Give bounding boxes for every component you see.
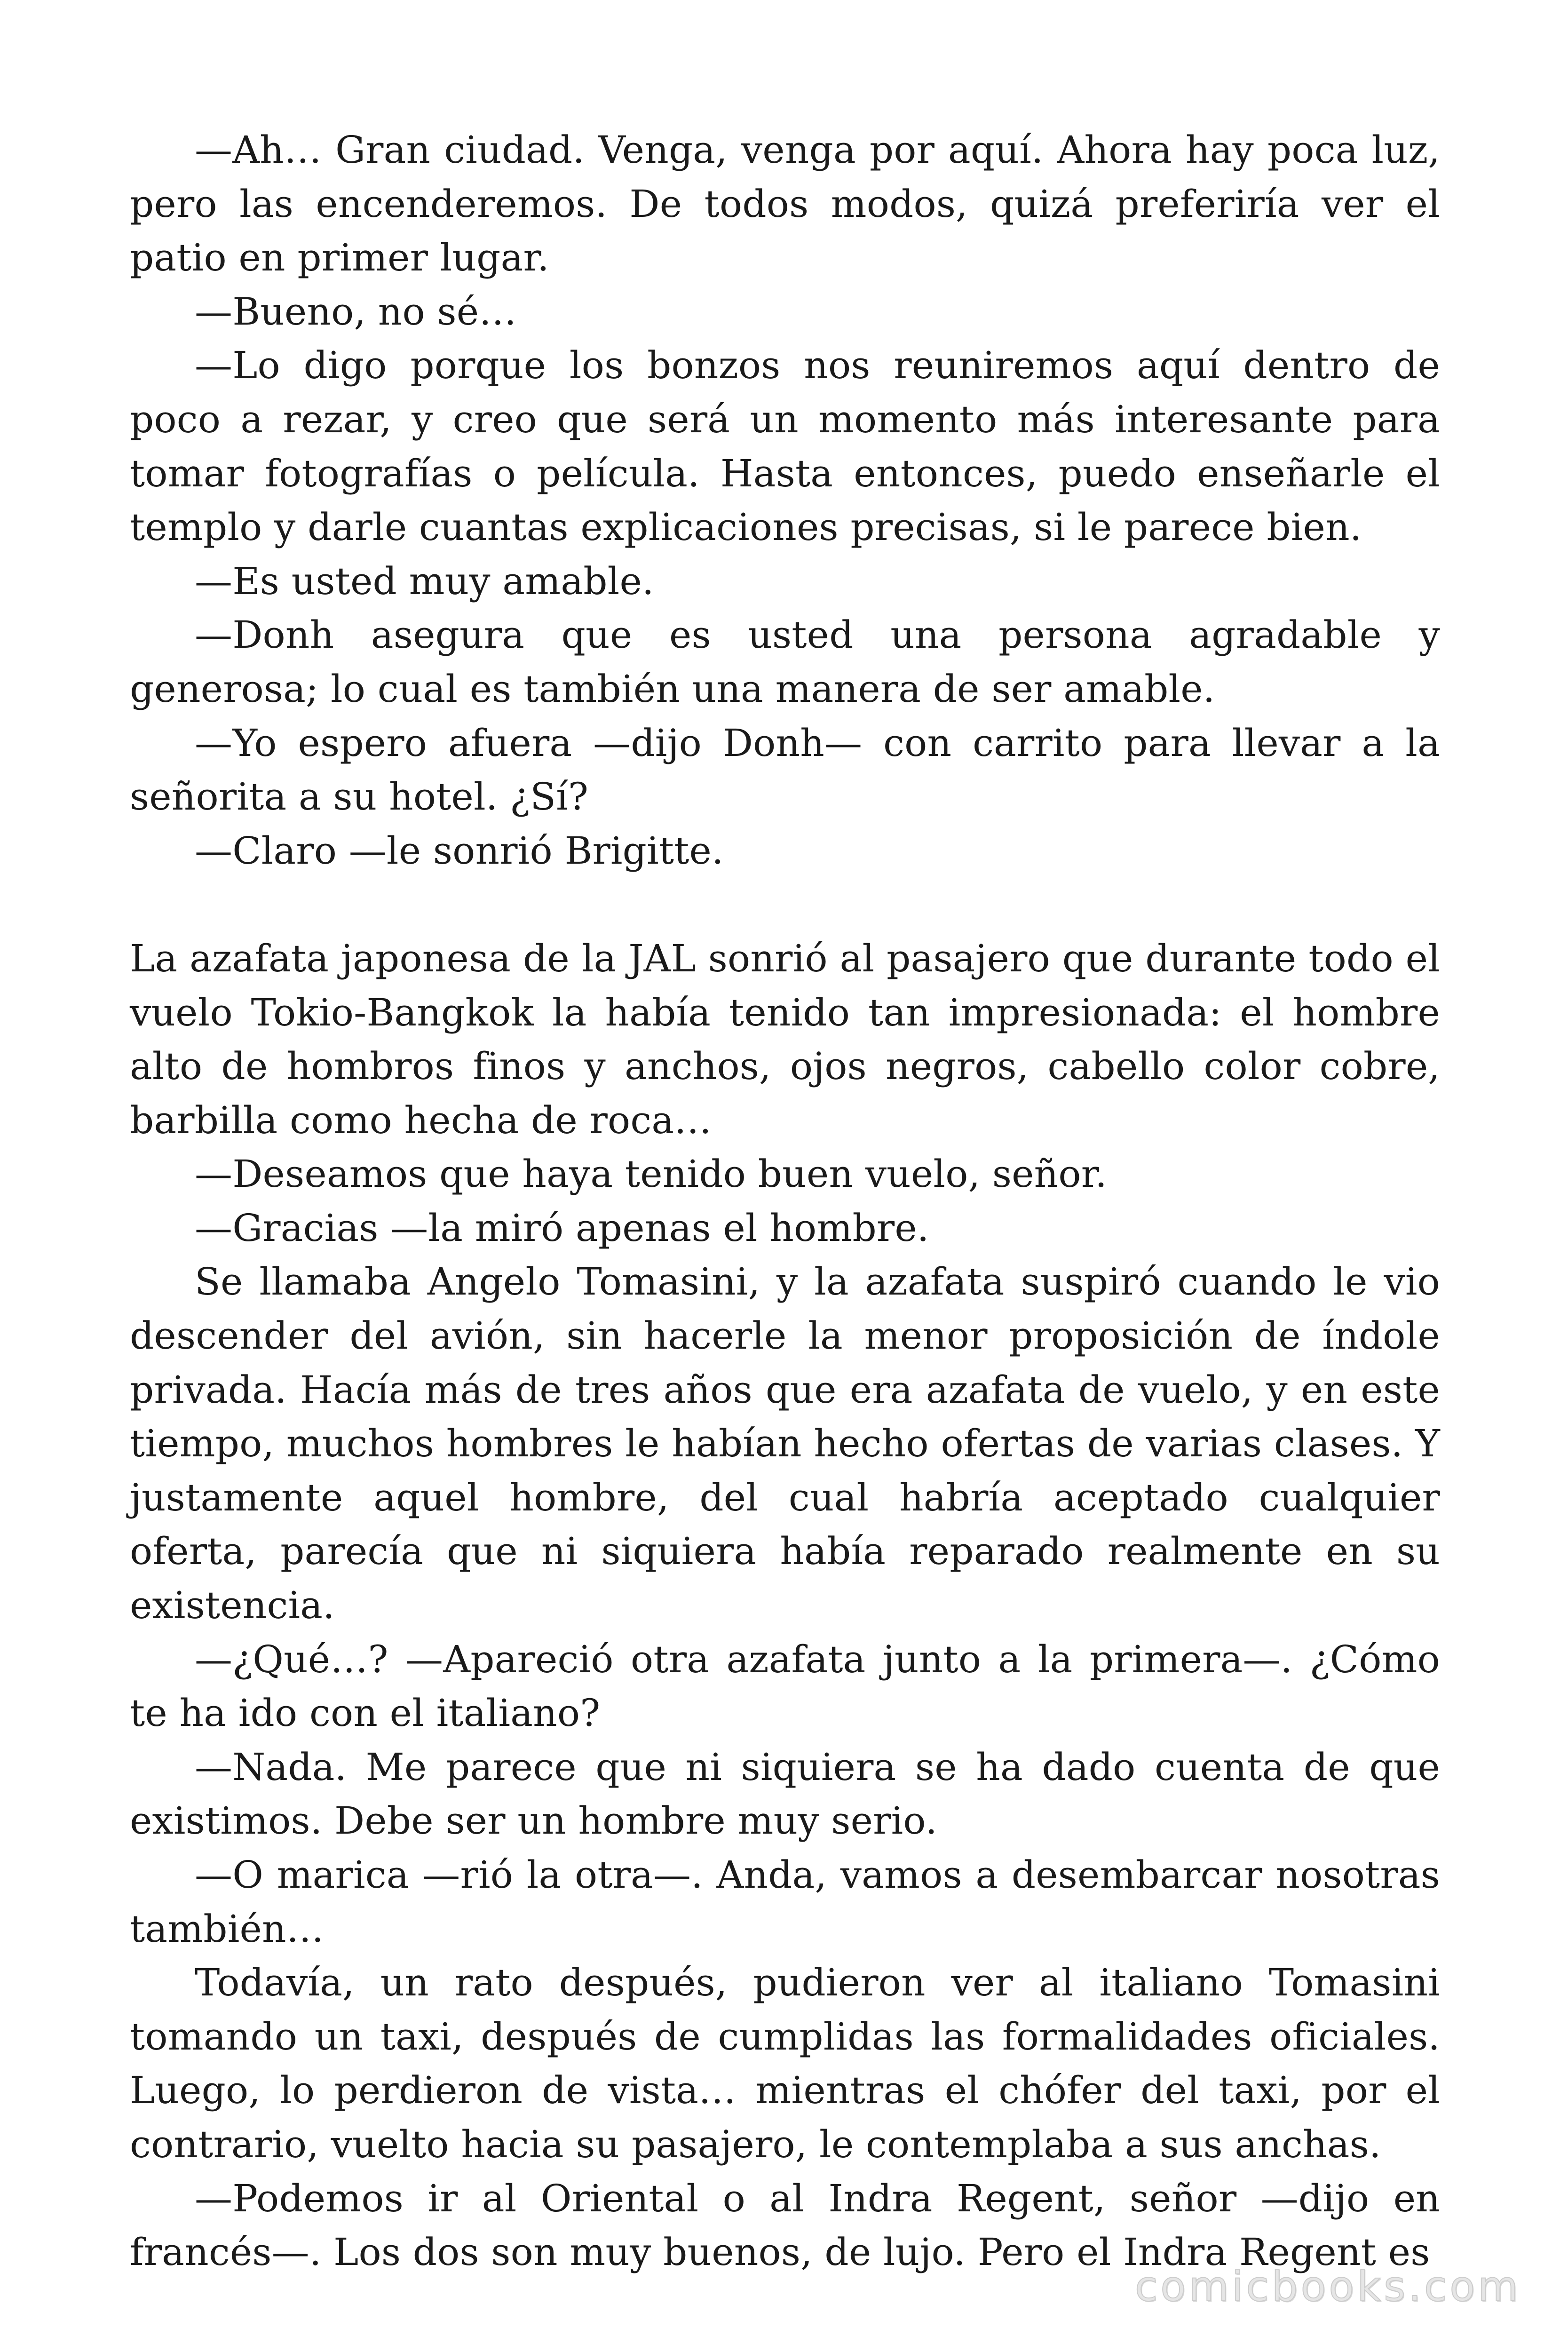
paragraph: —O marica —rió la otra—. Anda, vamos a desembarcar nosotras también…: [130, 1853, 1440, 1951]
paragraph: —Es usted muy amable.: [195, 559, 654, 603]
paragraph: —Nada. Me parece que ni siquiera se ha dado cuenta de que existimos. Debe ser un hombre muy serio.: [130, 1745, 1440, 1843]
paragraph: —Yo espero afuera —dijo Donh— con carrito para llevar a la señorita a su hotel. ¿Sí?: [130, 721, 1440, 819]
paragraph: La azafata japonesa de la JAL sonrió al pasajero que durante todo el vuelo Tokio-Bangkok la había tenido tan impresionada: el hombre alto de hombros finos y anchos, ojos negros, cabello color cobre, barbilla como hecha de roca…: [130, 936, 1440, 1142]
page-text: [130, 123, 1440, 2280]
paragraph: —Ah… Gran ciudad. Venga, venga por aquí. Ahora hay poca luz, pero las encenderemos. De todos modos, quizá preferiría ver el patio en primer lugar.: [130, 128, 1440, 280]
paragraph: Se llamaba Angelo Tomasini, y la azafata suspiró cuando le vio descender del avión, sin hacerle la menor proposición de índole privada. Hacía más de tres años que era azafata de vuelo, y en este tiempo, muchos hombres le habían hecho ofertas de varias clases. Y justamente aquel hombre, del cual habría aceptado cualquier oferta, parecía que ni siquiera había reparado realmente en su existencia.: [130, 1260, 1440, 1628]
paragraph: —Gracias —la miró apenas el hombre.: [195, 1206, 929, 1250]
paragraph: —Bueno, no sé…: [195, 289, 517, 334]
paragraph: —Donh asegura que es usted una persona agradable y generosa; lo cual es también una manera de ser amable.: [130, 613, 1440, 711]
paragraph: —¿Qué…? —Apareció otra azafata junto a la primera—. ¿Cómo te ha ido con el italiano?: [130, 1637, 1440, 1735]
paragraph: —Podemos ir al Oriental o al Indra Regent, señor —dijo en francés—. Los dos son muy buenos, de lujo. Pero el Indra Regent es: [130, 2176, 1440, 2274]
section-break: [130, 878, 1440, 932]
paragraph: —Deseamos que haya tenido buen vuelo, señor.: [195, 1152, 1108, 1196]
paragraph: —Claro —le sonrió Brigitte.: [195, 828, 724, 873]
paragraph: Todavía, un rato después, pudieron ver al italiano Tomasini tomando un taxi, después de cumplidas las formalidades oficiales. Luego, lo perdieron de vista… mientras el chófer del taxi, por el contrario, vuelto hacia su pasajero, le contemplaba a sus anchas.: [130, 1961, 1440, 2166]
watermark-logo: comicbooks.com: [1134, 2262, 1521, 2311]
paragraph: —Lo digo porque los bonzos nos reuniremos aquí dentro de poco a rezar, y creo que será un momento más interesante para tomar fotografías o película. Hasta entonces, puedo enseñarle el templo y darle cuantas explicaciones precisas, si le parece bien.: [130, 343, 1440, 549]
section-two: [130, 932, 1440, 2280]
section-one: [130, 123, 1440, 878]
